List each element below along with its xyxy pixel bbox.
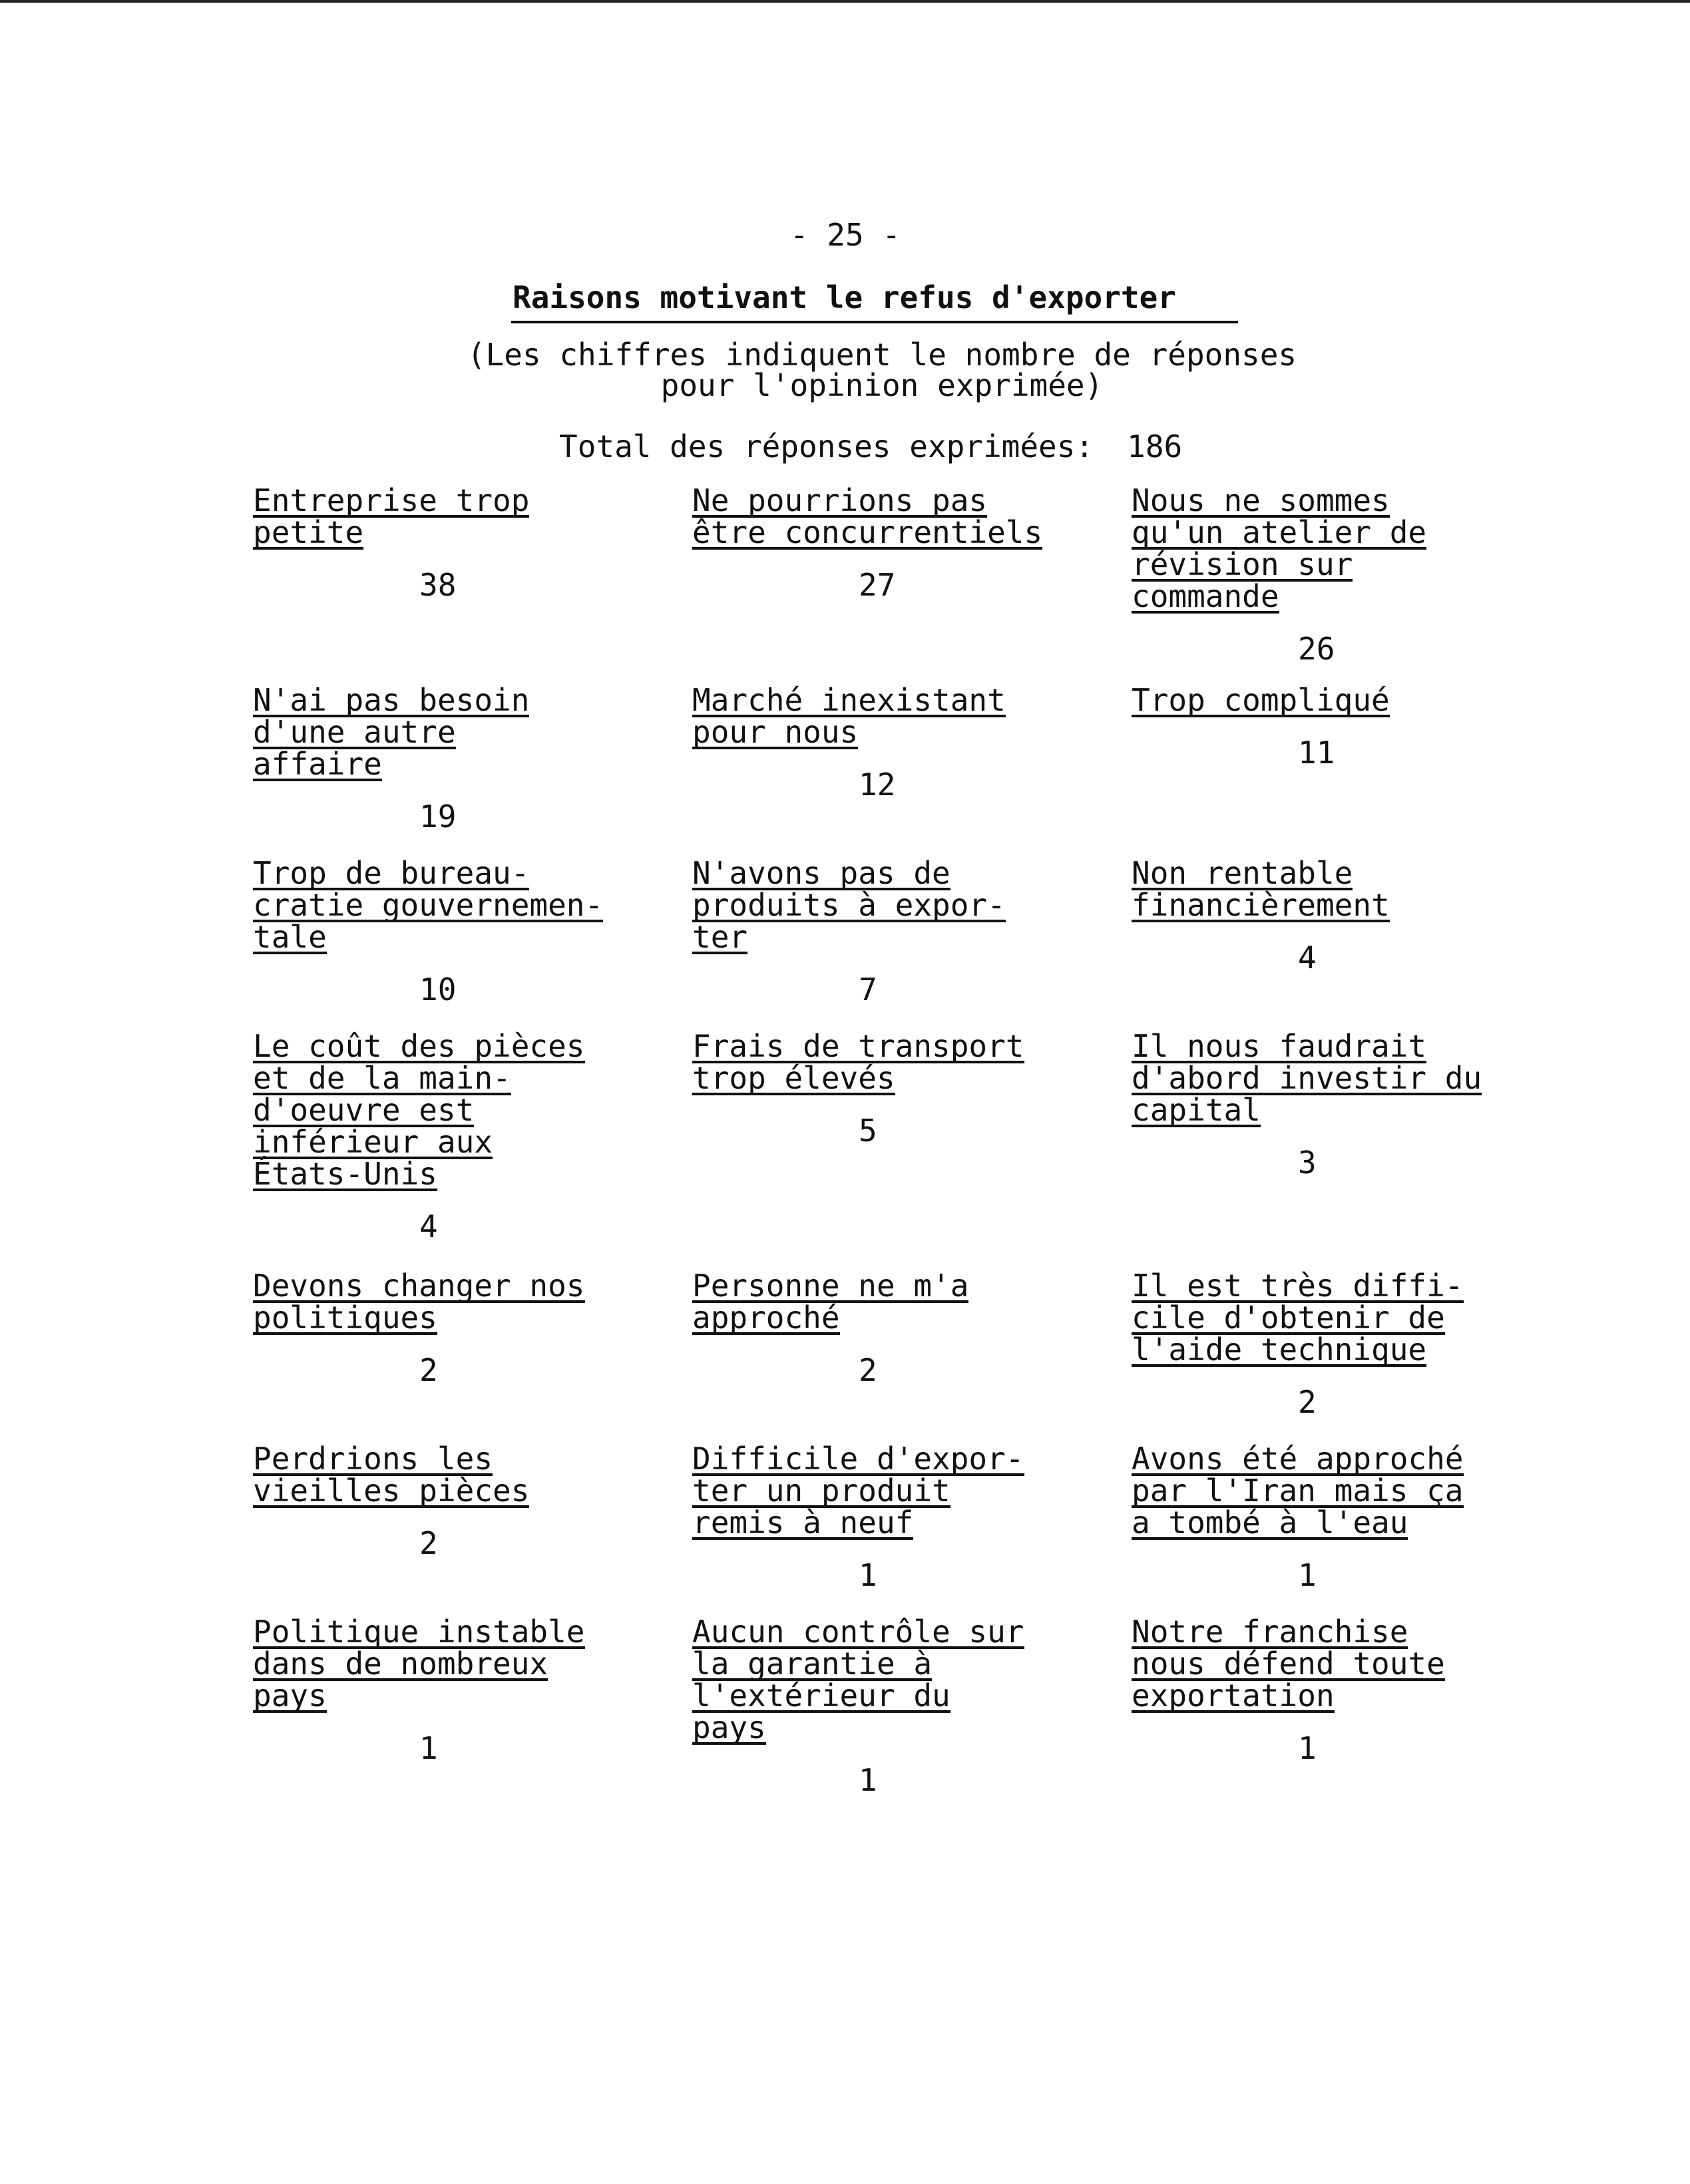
reason-label-line: approché: [692, 1300, 840, 1336]
reason-item: [1132, 855, 1538, 1031]
reason-count: 5: [859, 1113, 877, 1149]
reason-label-line: Il nous faudrait: [1132, 1028, 1427, 1064]
reason-label-line: cile d'obtenir de: [1132, 1300, 1445, 1336]
reason-label-line: financièrement: [1132, 887, 1390, 923]
reason-item: [1132, 682, 1538, 858]
subtitle: [399, 339, 1365, 401]
reason-item: [253, 1441, 692, 1617]
reason-label-line: dans de nombreux: [253, 1646, 548, 1682]
reason-item: [1132, 482, 1538, 685]
reason-label-line: pays: [692, 1710, 766, 1745]
reason-item: [692, 1441, 1132, 1617]
reason-label-line: d'abord investir du: [1132, 1060, 1482, 1096]
reason-label-line: Ne pourrions pas: [692, 482, 988, 518]
reason-item: [692, 1614, 1132, 1798]
reason-label-line: et de la main-: [253, 1060, 511, 1096]
reason-label-line: Notre franchise: [1132, 1614, 1408, 1650]
reason-count: 10: [419, 972, 457, 1007]
reason-label-line: révision sur: [1132, 546, 1353, 582]
total-label: Total des réponses exprimées:: [559, 429, 1094, 464]
reason-item: [253, 1614, 692, 1797]
total-value: 186: [1127, 429, 1183, 464]
reason-item: [692, 682, 1132, 858]
reason-label-line: politiques: [253, 1300, 437, 1336]
reason-count: 19: [419, 799, 457, 834]
reason-count: 2: [419, 1352, 438, 1388]
reason-item: [253, 855, 692, 1031]
reason-label-line: petite: [253, 514, 364, 550]
reason-item: [253, 1268, 692, 1444]
total-responses: [559, 429, 1182, 464]
reason-count: 1: [859, 1557, 877, 1593]
reason-item: [253, 1028, 692, 1271]
reason-label-line: capital: [1132, 1092, 1261, 1128]
reason-label-line: Politique instable: [253, 1614, 585, 1650]
reason-item: [1132, 1441, 1538, 1617]
reason-count: 2: [859, 1352, 877, 1388]
reason-label-line: d'oeuvre est: [253, 1092, 475, 1128]
title-underline: [511, 321, 1238, 323]
reason-count: 7: [859, 972, 877, 1007]
reason-label-line: pays: [253, 1678, 327, 1714]
reason-count: 2: [419, 1525, 438, 1561]
page-title: Raisons motivant le refus d'exporter: [513, 279, 1176, 315]
reason-label-line: inférieur aux: [253, 1124, 493, 1160]
reason-label-line: vieilles pièces: [253, 1473, 530, 1509]
reason-label-line: Avons été approché: [1132, 1441, 1464, 1477]
reason-item: [253, 682, 692, 858]
reason-label-line: cratie gouvernemen-: [253, 887, 604, 923]
reason-count: 4: [419, 1208, 438, 1244]
reason-count: 2: [1298, 1384, 1317, 1420]
reason-count: 1: [419, 1730, 438, 1766]
reason-label-line: produits à expor-: [692, 887, 1006, 923]
reason-item: [1132, 1614, 1538, 1797]
reason-label-line: Trop de bureau-: [253, 855, 530, 891]
reason-label-line: trop élevés: [692, 1060, 895, 1096]
reason-item: [1132, 1028, 1538, 1271]
reason-count: 1: [1298, 1557, 1317, 1593]
reason-label-line: pour nous: [692, 714, 859, 750]
reason-label-line: N'avons pas de: [692, 855, 951, 891]
top-border-line: [0, 0, 1690, 3]
reason-label-line: exportation: [1132, 1678, 1335, 1714]
reason-label-line: affaire: [253, 746, 382, 782]
subtitle-line: (Les chiffres indiquent le nombre de réponses: [467, 337, 1297, 373]
reason-label-line: nous défend toute: [1132, 1646, 1445, 1682]
reason-label-line: être concurrentiels: [692, 514, 1043, 550]
reason-count: 26: [1298, 631, 1335, 667]
reason-label-line: par l'Iran mais ça: [1132, 1473, 1464, 1509]
reason-label-line: commande: [1132, 578, 1279, 614]
reason-count: 1: [859, 1762, 877, 1798]
reason-label-line: Devons changer nos: [253, 1268, 585, 1304]
reason-item: [692, 482, 1132, 685]
page-number: - 25 -: [789, 217, 901, 253]
reason-label-line: États-Unis: [253, 1156, 437, 1192]
reason-label-line: Aucun contrôle sur: [692, 1614, 1024, 1650]
reason-label-line: remis à neuf: [692, 1505, 914, 1541]
reason-label-line: Entreprise trop: [253, 482, 530, 518]
reason-item: [692, 1268, 1132, 1444]
reason-label-line: Personne ne m'a: [692, 1268, 969, 1304]
reason-label-line: ter un produit: [692, 1473, 951, 1509]
reason-label-line: Difficile d'expor-: [692, 1441, 1024, 1477]
reason-label-line: qu'un atelier de: [1132, 514, 1427, 550]
reason-count: 12: [859, 767, 896, 803]
reason-label-line: Le coût des pièces: [253, 1028, 585, 1064]
reason-item: [692, 1028, 1132, 1271]
reasons-grid: [253, 482, 1538, 1798]
reason-label-line: l'extérieur du: [692, 1678, 951, 1714]
reason-label-line: N'ai pas besoin: [253, 682, 530, 718]
reason-label-line: ter: [692, 919, 748, 955]
reason-count: 27: [859, 567, 896, 603]
reason-label-line: Il est très diffi-: [1132, 1268, 1464, 1304]
reason-label-line: Frais de transport: [692, 1028, 1024, 1064]
reason-label-line: d'une autre: [253, 714, 456, 750]
reason-label-line: Non rentable: [1132, 855, 1353, 891]
reason-label-line: tale: [253, 919, 327, 955]
reason-item: [253, 482, 692, 685]
reason-count: 4: [1298, 940, 1317, 976]
reason-label-line: Marché inexistant: [692, 682, 1006, 718]
reason-label-line: a tombé à l'eau: [1132, 1505, 1408, 1541]
reason-item: [692, 855, 1132, 1031]
reason-label-line: Trop compliqué: [1132, 682, 1390, 718]
subtitle-line: pour l'opinion exprimée): [660, 367, 1104, 403]
reason-count: 1: [1298, 1730, 1317, 1766]
reason-count: 3: [1298, 1145, 1317, 1181]
reason-count: 38: [419, 567, 457, 603]
reason-label-line: la garantie à: [692, 1646, 933, 1682]
reason-label-line: Perdrions les: [253, 1441, 493, 1477]
reason-label-line: Nous ne sommes: [1132, 482, 1390, 518]
reason-item: [1132, 1268, 1538, 1444]
reason-label-line: l'aide technique: [1132, 1332, 1427, 1367]
reason-count: 11: [1298, 735, 1335, 771]
